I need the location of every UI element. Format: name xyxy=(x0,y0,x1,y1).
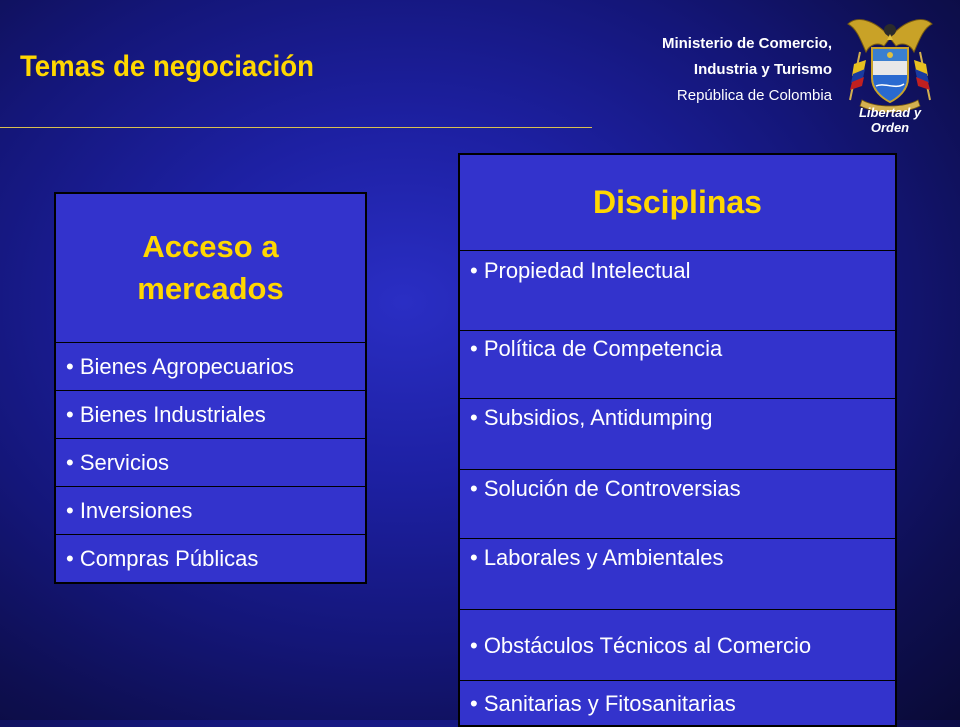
disciplinas-table xyxy=(458,153,897,727)
acceso-heading-line-1: Acceso a xyxy=(142,229,279,264)
motto-text: Libertad y Orden xyxy=(858,105,922,135)
list-item: • Propiedad Intelectual xyxy=(459,251,896,331)
list-item: • Sanitarias y Fitosanitarias xyxy=(459,681,896,727)
list-item: • Bienes Agropecuarios xyxy=(55,343,366,391)
list-item: • Compras Públicas xyxy=(55,535,366,584)
ministry-name xyxy=(662,31,832,109)
disciplinas-heading: Disciplinas xyxy=(459,154,896,251)
list-item: • Servicios xyxy=(55,439,366,487)
page-title: Temas de negociación xyxy=(20,50,314,83)
list-item: • Bienes Industriales xyxy=(55,391,366,439)
list-item: • Subsidios, Antidumping xyxy=(459,399,896,470)
ministry-line-2: Industria y Turismo xyxy=(693,61,832,78)
acceso-heading-line-2: mercados xyxy=(137,271,284,306)
acceso-mercados-table xyxy=(54,192,367,584)
ministry-line-3: República de Colombia xyxy=(676,87,832,104)
list-item: • Obstáculos Técnicos al Comercio xyxy=(459,610,896,681)
list-item: • Solución de Controversias xyxy=(459,470,896,539)
list-item: • Política de Competencia xyxy=(459,331,896,399)
list-item: • Laborales y Ambientales xyxy=(459,539,896,610)
acceso-heading xyxy=(55,193,366,343)
title-underline xyxy=(0,127,592,128)
ministry-line-1: Ministerio de Comercio, xyxy=(661,35,832,52)
list-item: • Inversiones xyxy=(55,487,366,535)
